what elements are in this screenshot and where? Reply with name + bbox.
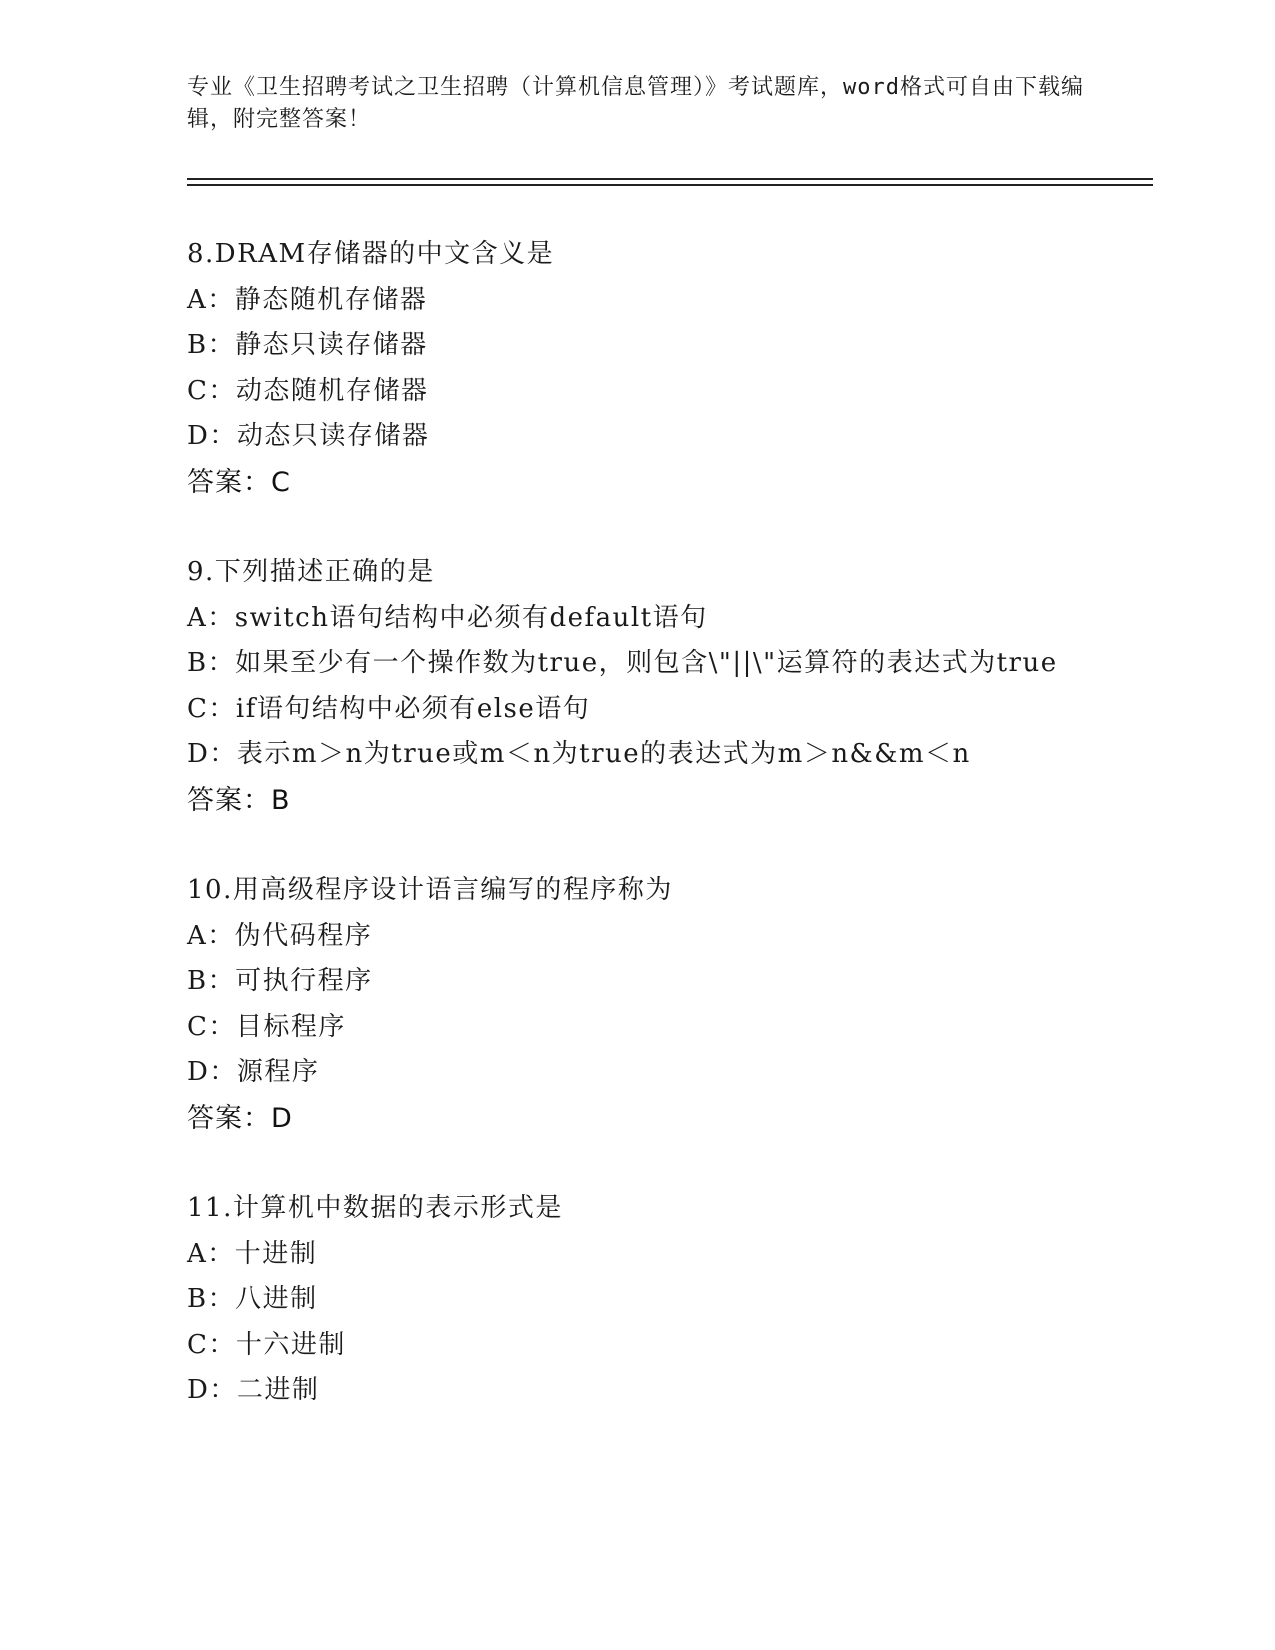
question-11 bbox=[187, 1186, 1087, 1414]
option-b: B：如果至少有一个操作数为true，则包含\"||\"运算符的表达式为true bbox=[187, 648, 1058, 678]
option-b: B：静态只读存储器 bbox=[187, 330, 428, 360]
option-a: A：switch语句结构中必须有default语句 bbox=[187, 602, 708, 633]
option-b: B：可执行程序 bbox=[187, 966, 373, 996]
question-9 bbox=[187, 550, 1087, 823]
question-stem: 11.计算机中数据的表示形式是 bbox=[187, 1193, 563, 1223]
option-d: D：源程序 bbox=[187, 1057, 320, 1087]
option-d: D：二进制 bbox=[187, 1375, 320, 1405]
option-c: C：目标程序 bbox=[187, 1011, 346, 1042]
answer: 答案：D bbox=[187, 1102, 293, 1134]
option-a: A：静态随机存储器 bbox=[187, 284, 428, 315]
document-header: 专业《卫生招聘考试之卫生招聘（计算机信息管理）》考试题库，word格式可自由下载编辑，附完整答案！ bbox=[187, 75, 1084, 132]
option-a: A：十进制 bbox=[187, 1238, 318, 1269]
option-b: B：八进制 bbox=[187, 1284, 318, 1314]
question-list bbox=[187, 232, 1087, 1459]
header-divider-bottom bbox=[187, 184, 1153, 186]
answer: 答案：B bbox=[187, 784, 291, 816]
header-divider-top bbox=[187, 178, 1153, 180]
question-stem: 10.用高级程序设计语言编写的程序称为 bbox=[187, 875, 673, 905]
option-d: D：动态只读存储器 bbox=[187, 421, 430, 451]
question-10 bbox=[187, 868, 1087, 1141]
option-c: C：动态随机存储器 bbox=[187, 375, 429, 406]
option-d: D：表示m＞n为true或m＜n为true的表达式为m＞n&&m＜n bbox=[187, 739, 971, 769]
question-stem: 8.DRAM存储器的中文含义是 bbox=[187, 239, 555, 269]
option-c: C：十六进制 bbox=[187, 1329, 346, 1360]
question-8 bbox=[187, 232, 1087, 505]
answer: 答案：C bbox=[187, 466, 291, 498]
question-stem: 9.下列描述正确的是 bbox=[187, 557, 435, 587]
option-c: C：if语句结构中必须有else语句 bbox=[187, 693, 591, 724]
option-a: A：伪代码程序 bbox=[187, 920, 373, 951]
